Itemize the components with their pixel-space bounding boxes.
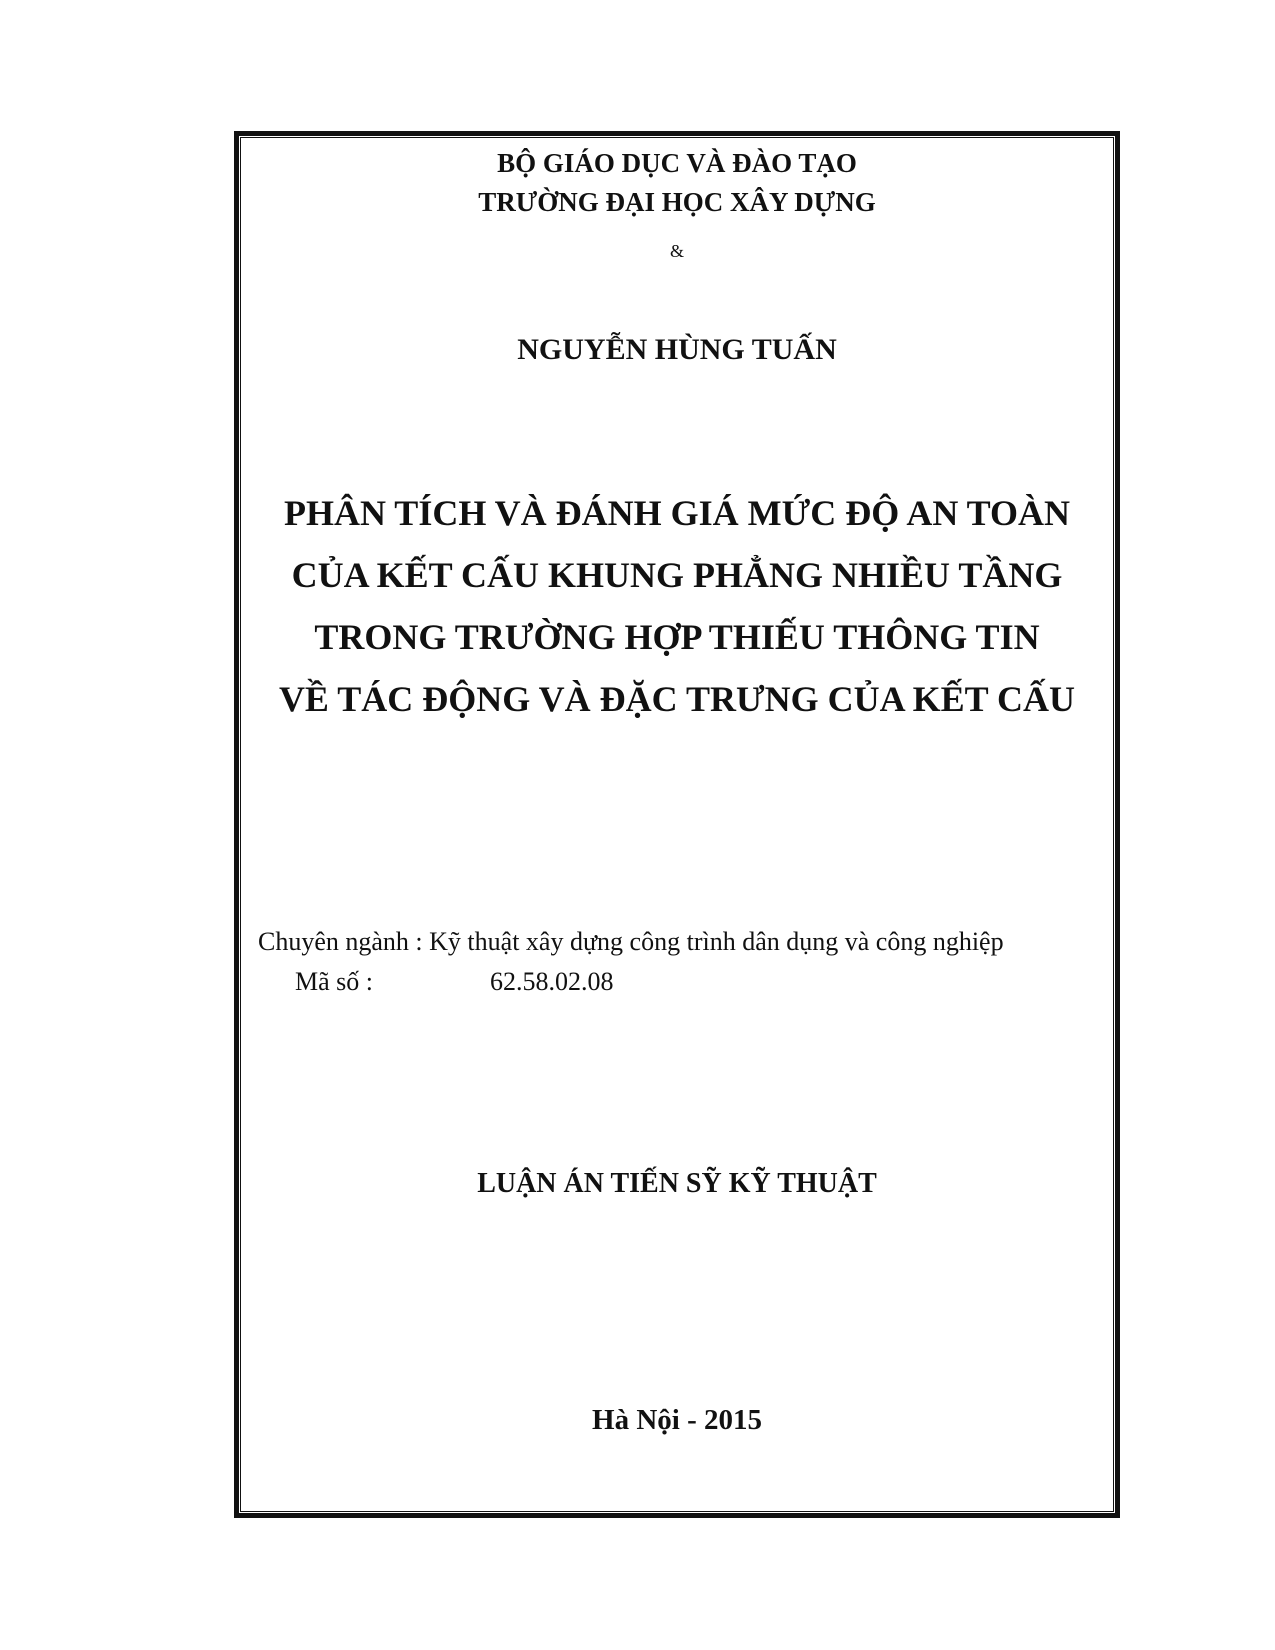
title-line-3: TRONG TRƯỜNG HỢP THIẾU THÔNG TIN	[314, 617, 1040, 657]
code-value: 62.58.02.08	[490, 967, 614, 996]
university-heading: TRƯỜNG ĐẠI HỌC XÂY DỰNG	[478, 187, 876, 217]
author-name: NGUYỄN HÙNG TUẤN	[517, 333, 837, 366]
ministry-heading: BỘ GIÁO DỤC VÀ ĐÀO TẠO	[497, 148, 857, 178]
title-line-4: VỀ TÁC ĐỘNG VÀ ĐẶC TRƯNG CỦA KẾT CẤU	[278, 679, 1076, 719]
specialization-label: Chuyên ngành :	[258, 927, 423, 956]
specialization-line	[258, 926, 1004, 958]
degree-title: LUẬN ÁN TIẾN SỸ KỸ THUẬT	[477, 1168, 877, 1199]
title-line-1: PHÂN TÍCH VÀ ĐÁNH GIÁ MỨC ĐỘ AN TOÀN	[283, 493, 1071, 533]
code-label: Mã số :	[295, 967, 373, 996]
place-year: Hà Nội - 2015	[592, 1404, 762, 1436]
specialization-value: Kỹ thuật xây dựng công trình dân dụng và công nghiệp	[429, 927, 1004, 956]
ampersand-mark: &	[669, 241, 684, 261]
title-line-2: CỦA KẾT CẤU KHUNG PHẲNG NHIỀU TẦNG	[291, 555, 1063, 595]
